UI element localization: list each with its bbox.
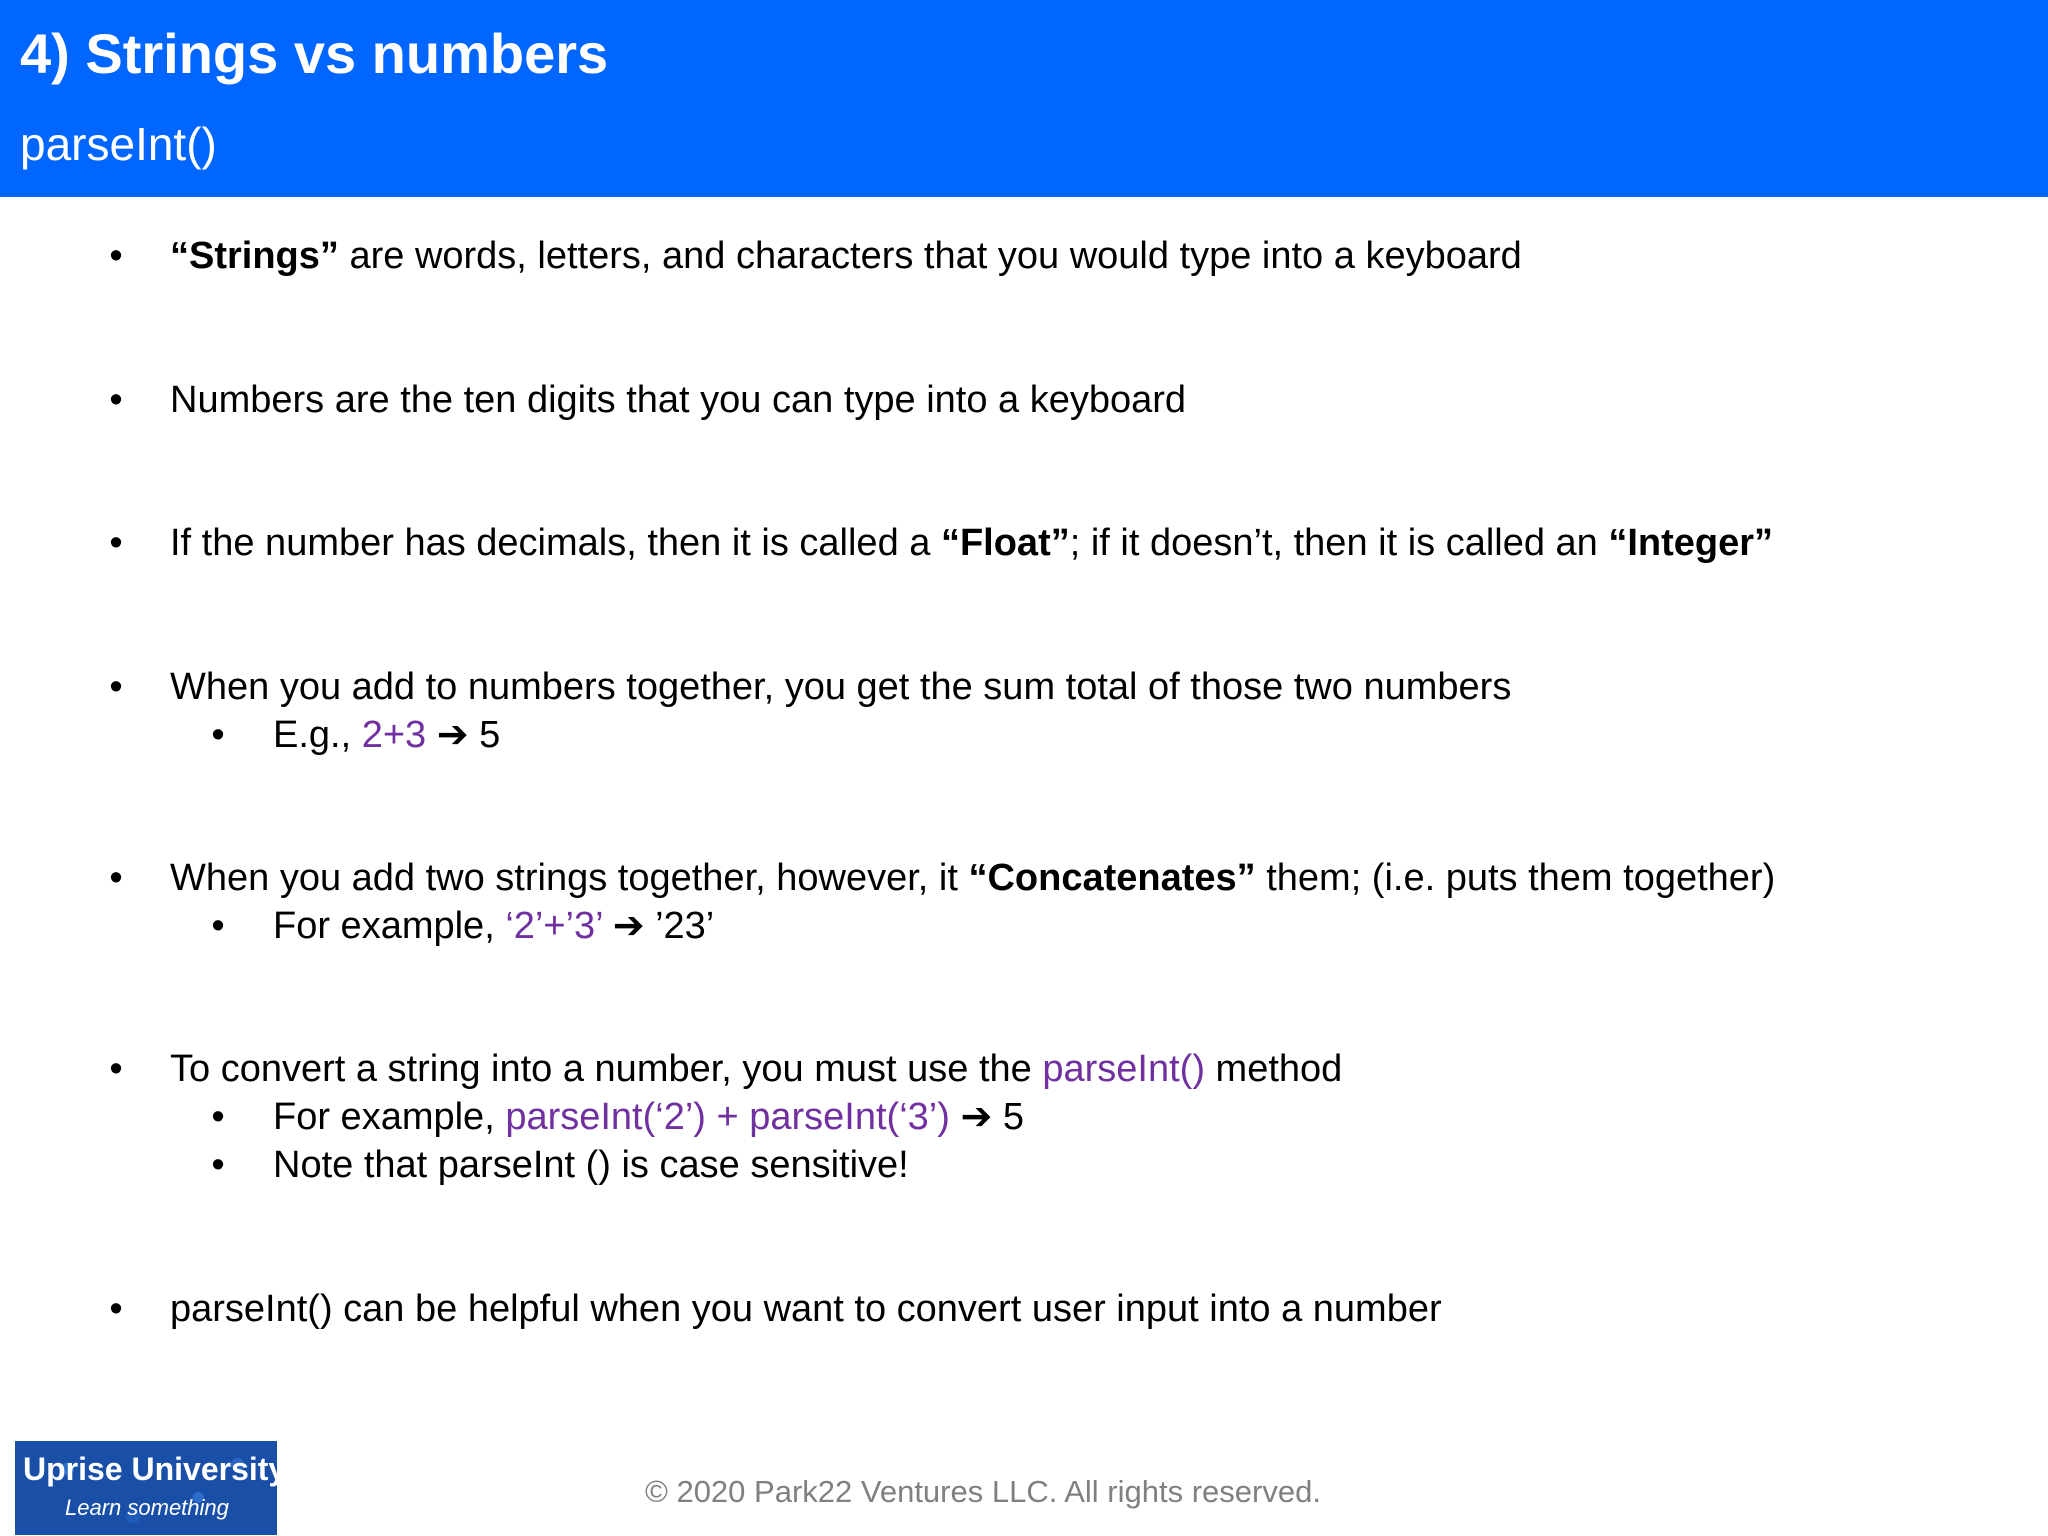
sub-bullet	[0, 902, 2048, 950]
slide-subtitle: parseInt()	[20, 118, 217, 170]
slide-title: 4) Strings vs numbers	[20, 22, 609, 85]
bullet-item-float-integer	[0, 519, 2048, 567]
bullet-text: Numbers are the ten digits that you can type into a keyboard	[170, 379, 1187, 421]
code-example: 2+3	[361, 714, 427, 756]
bullet-text: When you add two strings together, however, it “Concatenates” them; (i.e. puts them together)	[170, 857, 1776, 899]
code-example: parseInt(‘2’) + parseInt(‘3’)	[505, 1096, 950, 1138]
bullet-item-parseint-method	[0, 1045, 2048, 1189]
bullet-text: To convert a string into a number, you must use the parseInt() method	[170, 1048, 1343, 1090]
term-concatenates: “Concatenates”	[968, 857, 1256, 899]
bullet-item-user-input	[0, 1285, 2048, 1333]
sub-bullet-dot: •	[211, 905, 225, 947]
sub-bullet-text: For example, ‘2’+’3’ ➔ ’23’	[273, 905, 715, 947]
bullet-item-strings	[0, 232, 2048, 280]
sub-bullet	[0, 1093, 2048, 1141]
term-strings: “Strings”	[170, 235, 339, 277]
uprise-university-logo	[15, 1441, 287, 1535]
bullet-dot: •	[109, 1288, 123, 1330]
code-example: ‘2’+’3’	[505, 905, 603, 947]
bullet-dot: •	[109, 235, 123, 277]
logo-tagline: Learn something	[65, 1495, 229, 1520]
bullet-text: “Strings” are words, letters, and characters that you would type into a keyboard	[170, 235, 1522, 277]
bullet-dot: •	[109, 666, 123, 708]
bullet-item-concatenate	[0, 854, 2048, 950]
bullet-text: parseInt() can be helpful when you want to convert user input into a number	[170, 1288, 1442, 1330]
copyright-notice: © 2020 Park22 Ventures LLC. All rights reserved.	[645, 1474, 1321, 1509]
sub-bullet-dot: •	[211, 1144, 225, 1186]
sub-bullet-text: Note that parseInt () is case sensitive!	[273, 1144, 909, 1186]
logo-title: Uprise University	[23, 1451, 287, 1487]
bullet-item-numbers	[0, 376, 2048, 424]
bullet-dot: •	[109, 857, 123, 899]
bullet-text: If the number has decimals, then it is called a “Float”; if it doesn’t, then it is called an “Integer”	[170, 522, 1774, 564]
sub-bullet	[0, 1141, 2048, 1189]
bullet-item-add-numbers	[0, 663, 2048, 759]
sub-bullet-dot: •	[211, 714, 225, 756]
sub-bullet-text: E.g., 2+3 ➔ 5	[273, 714, 501, 756]
term-float: “Float”	[940, 522, 1070, 564]
sub-bullet-dot: •	[211, 1096, 225, 1138]
sub-bullet-text: For example, parseInt(‘2’) + parseInt(‘3’) ➔ 5	[273, 1096, 1024, 1138]
term-integer: “Integer”	[1608, 522, 1774, 564]
sub-bullet	[0, 711, 2048, 759]
bullet-dot: •	[109, 1048, 123, 1090]
bullet-dot: •	[109, 379, 123, 421]
bullet-dot: •	[109, 522, 123, 564]
code-parseint: parseInt()	[1042, 1048, 1205, 1090]
bullet-text: When you add to numbers together, you get the sum total of those two numbers	[170, 666, 1512, 708]
